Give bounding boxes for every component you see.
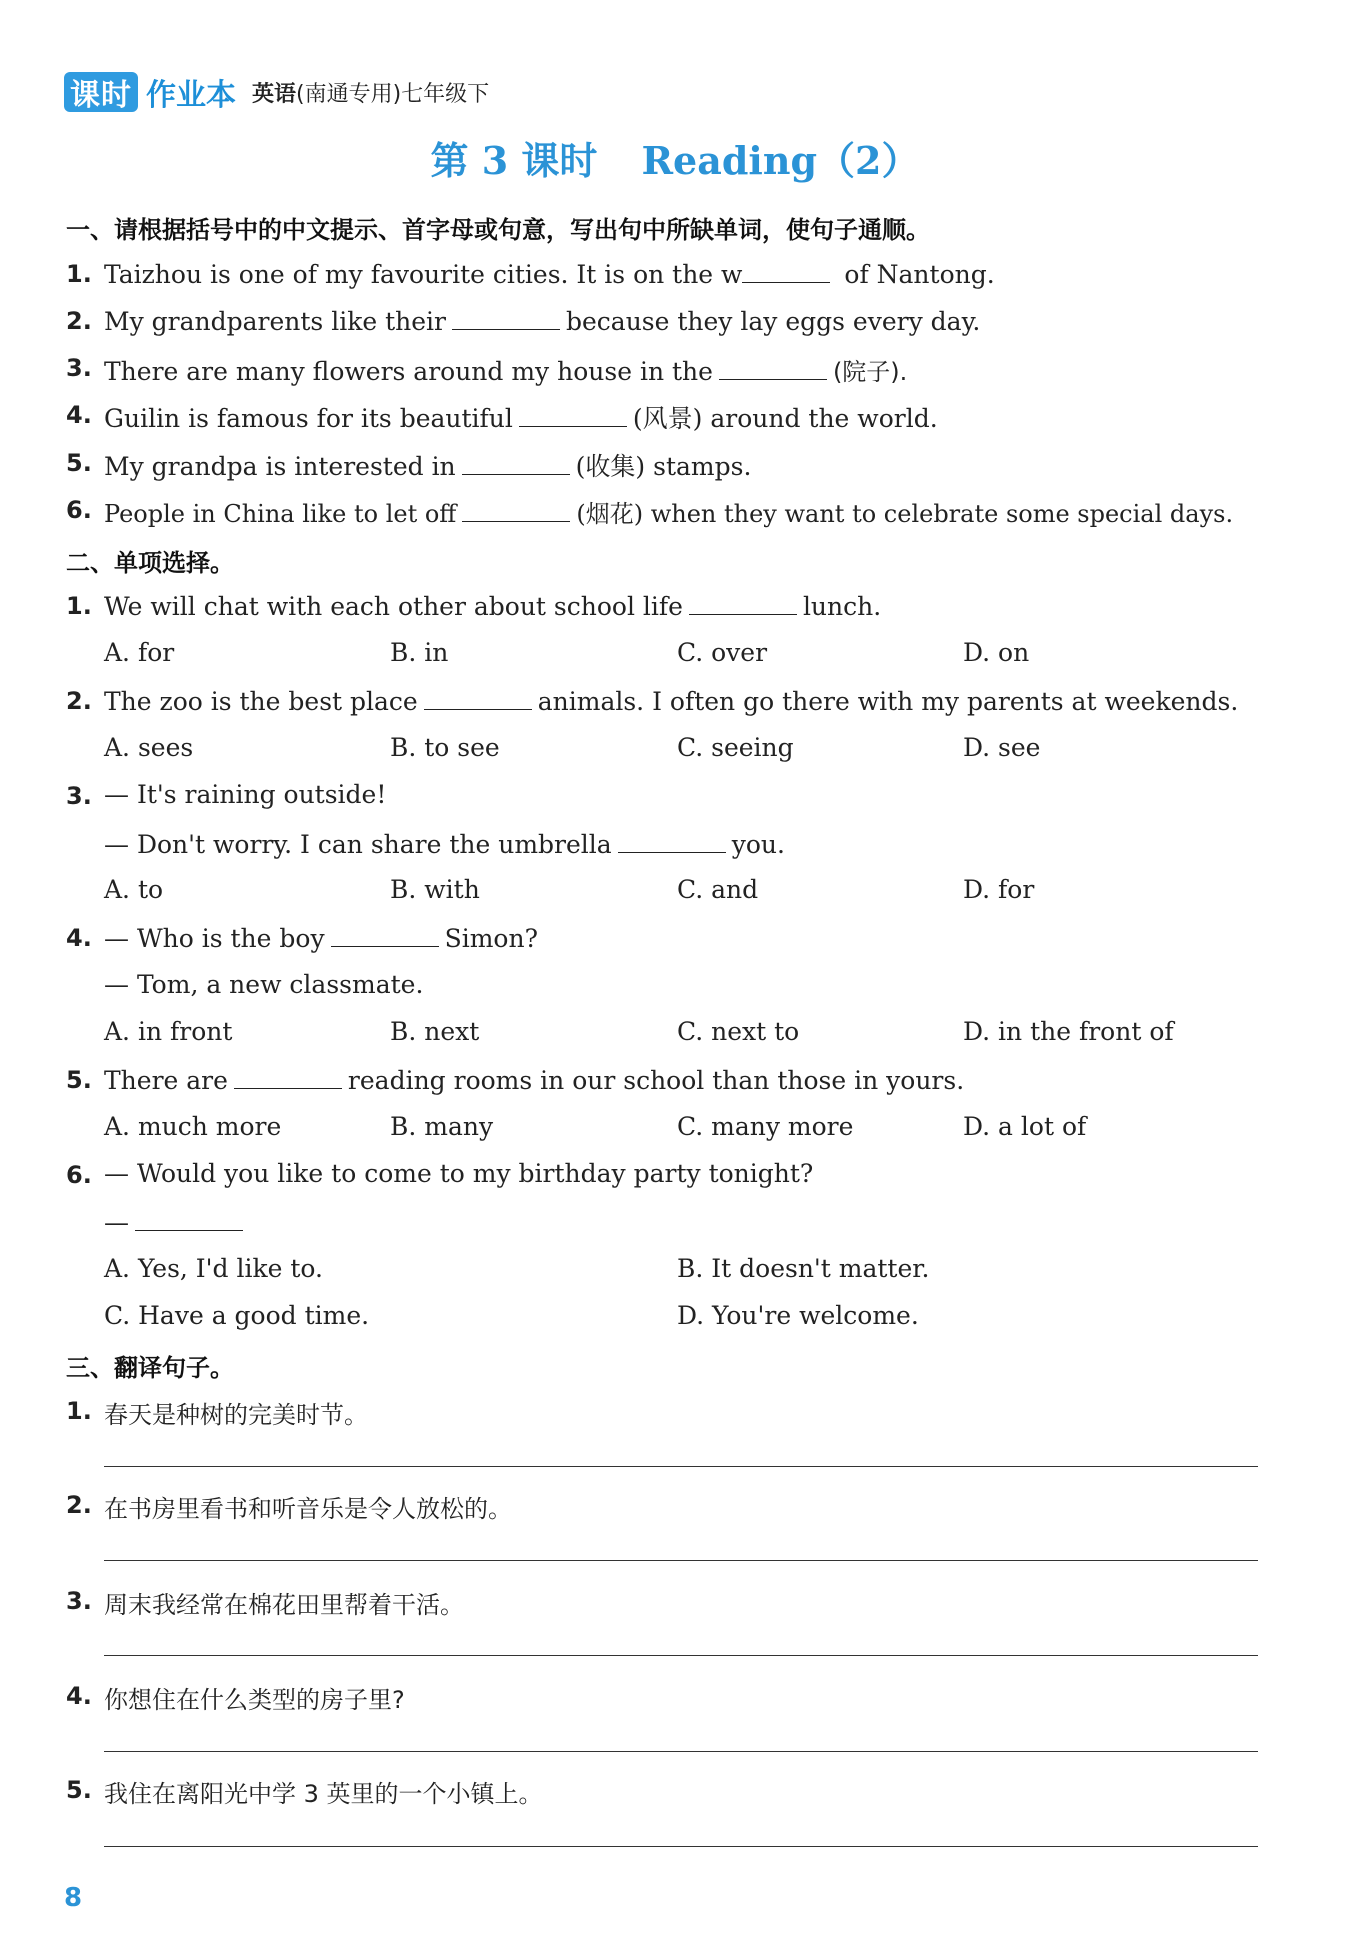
item-text: because they lay eggs every day. bbox=[565, 307, 981, 336]
q2-number: 2. bbox=[66, 687, 92, 715]
book-title bbox=[252, 77, 489, 108]
q3-number: 3. bbox=[66, 782, 92, 810]
item-text: My grandparents like their bbox=[104, 307, 446, 336]
answer-blank[interactable] bbox=[452, 305, 560, 330]
q3-option-d[interactable]: D. for bbox=[963, 875, 1035, 904]
q3-line1: — It's raining outside! bbox=[104, 780, 387, 809]
item-text: of Nantong. bbox=[836, 260, 995, 289]
item-text: Taizhou is one of my favourite cities. It is on the w bbox=[104, 260, 743, 289]
q2-text: The zoo is the best place bbox=[104, 687, 418, 716]
answer-blank[interactable] bbox=[234, 1064, 342, 1089]
q3-text: — Don't worry. I can share the umbrella bbox=[104, 830, 612, 859]
item-number: 1. bbox=[66, 260, 92, 288]
q2-stem bbox=[104, 685, 1238, 716]
q4-option-c[interactable]: C. next to bbox=[677, 1017, 800, 1046]
t1-text: 春天是种树的完美时节。 bbox=[104, 1401, 368, 1429]
item-number: 2. bbox=[66, 307, 92, 335]
q4-line1 bbox=[104, 922, 538, 953]
page-header bbox=[64, 70, 489, 114]
q6-number: 6. bbox=[66, 1161, 92, 1189]
answer-line-1[interactable] bbox=[104, 1466, 1258, 1467]
brand-logo bbox=[64, 70, 236, 114]
answer-blank[interactable] bbox=[331, 922, 439, 947]
item-text: (烟花) when they want to celebrate some special days. bbox=[576, 500, 1234, 528]
q4-option-a[interactable]: A. in front bbox=[104, 1017, 233, 1046]
item-text: (院子). bbox=[832, 358, 908, 386]
q1-text-after: lunch. bbox=[802, 592, 882, 621]
t1-number: 1. bbox=[66, 1397, 92, 1425]
q3-text-after: you. bbox=[731, 830, 785, 859]
q6-dash: — bbox=[104, 1208, 129, 1237]
q5-text-after: reading rooms in our school than those in yours. bbox=[347, 1066, 965, 1095]
item-text: Guilin is famous for its beautiful bbox=[104, 404, 513, 433]
q1-stem bbox=[104, 590, 881, 621]
answer-blank[interactable] bbox=[424, 685, 532, 710]
lesson-title bbox=[0, 130, 1350, 185]
t2-text: 在书房里看书和听音乐是令人放松的。 bbox=[104, 1495, 512, 1523]
answer-line-2[interactable] bbox=[104, 1560, 1258, 1561]
t5-text: 我住在离阳光中学 3 英里的一个小镇上。 bbox=[104, 1780, 543, 1808]
item-number: 4. bbox=[66, 401, 92, 429]
item-number: 5. bbox=[66, 449, 92, 477]
q1-number: 1. bbox=[66, 592, 92, 620]
q4-text-after: Simon? bbox=[444, 924, 538, 953]
section-3-title: 三、翻译句子。 bbox=[66, 1354, 234, 1382]
answer-line-5[interactable] bbox=[104, 1846, 1258, 1847]
book-subject: 英语 bbox=[252, 81, 297, 107]
q5-stem bbox=[104, 1064, 964, 1095]
q2-option-d[interactable]: D. see bbox=[963, 733, 1041, 762]
q4-line2: — Tom, a new classmate. bbox=[104, 970, 424, 999]
t5-number: 5. bbox=[66, 1776, 92, 1804]
answer-line-4[interactable] bbox=[104, 1751, 1258, 1752]
item-number: 3. bbox=[66, 354, 92, 382]
q3-option-b[interactable]: B. with bbox=[390, 875, 480, 904]
q5-option-a[interactable]: A. much more bbox=[104, 1112, 282, 1141]
q6-option-c[interactable]: C. Have a good time. bbox=[104, 1301, 370, 1330]
section-2-title: 二、单项选择。 bbox=[66, 549, 234, 577]
q6-line1: — Would you like to come to my birthday party tonight? bbox=[104, 1159, 814, 1188]
t4-text: 你想住在什么类型的房子里? bbox=[104, 1686, 405, 1714]
q2-text-after: animals. I often go there with my parents at weekends. bbox=[537, 687, 1239, 716]
answer-blank[interactable] bbox=[462, 450, 570, 475]
book-edition: (南通专用)七年级下 bbox=[296, 81, 490, 107]
item-number: 6. bbox=[66, 496, 92, 524]
q2-option-a[interactable]: A. sees bbox=[104, 733, 194, 762]
t3-text: 周末我经常在棉花田里帮着干活。 bbox=[104, 1591, 464, 1619]
q4-text: — Who is the boy bbox=[104, 924, 325, 953]
item-text: (风景) around the world. bbox=[632, 404, 938, 433]
q1-text: We will chat with each other about school life bbox=[104, 592, 683, 621]
answer-line-3[interactable] bbox=[104, 1655, 1258, 1656]
q1-option-c[interactable]: C. over bbox=[677, 638, 768, 667]
t2-number: 2. bbox=[66, 1491, 92, 1519]
item-text: People in China like to let off bbox=[104, 500, 457, 528]
answer-blank[interactable] bbox=[719, 355, 827, 380]
q4-number: 4. bbox=[66, 924, 92, 952]
t3-number: 3. bbox=[66, 1587, 92, 1615]
q4-option-d[interactable]: D. in the front of bbox=[963, 1017, 1174, 1046]
q5-option-b[interactable]: B. many bbox=[390, 1112, 494, 1141]
q3-option-a[interactable]: A. to bbox=[104, 875, 164, 904]
q4-option-b[interactable]: B. next bbox=[390, 1017, 480, 1046]
q3-line2 bbox=[104, 828, 785, 859]
q1-option-a[interactable]: A. for bbox=[104, 638, 175, 667]
q5-number: 5. bbox=[66, 1066, 92, 1094]
q2-option-c[interactable]: C. seeing bbox=[677, 733, 794, 762]
q6-line2 bbox=[104, 1206, 249, 1237]
q6-option-a[interactable]: A. Yes, I'd like to. bbox=[104, 1254, 323, 1283]
logo-text: 作业本 bbox=[146, 78, 236, 113]
q6-option-b[interactable]: B. It doesn't matter. bbox=[677, 1254, 930, 1283]
item-text: There are many flowers around my house in the bbox=[104, 357, 713, 386]
q6-option-d[interactable]: D. You're welcome. bbox=[677, 1301, 919, 1330]
t4-number: 4. bbox=[66, 1682, 92, 1710]
logo-box: 课时 bbox=[64, 72, 138, 112]
item-text: (收集) stamps. bbox=[575, 452, 752, 481]
answer-blank[interactable] bbox=[742, 258, 830, 283]
answer-blank[interactable] bbox=[519, 402, 627, 427]
answer-blank[interactable] bbox=[462, 497, 570, 522]
q5-option-c[interactable]: C. many more bbox=[677, 1112, 854, 1141]
q5-text: There are bbox=[104, 1066, 228, 1095]
q1-option-d[interactable]: D. on bbox=[963, 638, 1030, 667]
answer-blank[interactable] bbox=[135, 1206, 243, 1231]
answer-blank[interactable] bbox=[618, 828, 726, 853]
lesson-number: 第 3 课时 bbox=[430, 138, 598, 183]
page-number: 8 bbox=[64, 1883, 83, 1913]
section-1-title: 一、请根据括号中的中文提示、首字母或句意，写出句中所缺单词，使句子通顺。 bbox=[66, 216, 930, 244]
item-text: My grandpa is interested in bbox=[104, 452, 456, 481]
q3-option-c[interactable]: C. and bbox=[677, 875, 759, 904]
q1-option-b[interactable]: B. in bbox=[390, 638, 449, 667]
q5-option-d[interactable]: D. a lot of bbox=[963, 1112, 1087, 1141]
lesson-name: Reading（2） bbox=[641, 138, 920, 183]
q2-option-b[interactable]: B. to see bbox=[390, 733, 500, 762]
answer-blank[interactable] bbox=[689, 590, 797, 615]
